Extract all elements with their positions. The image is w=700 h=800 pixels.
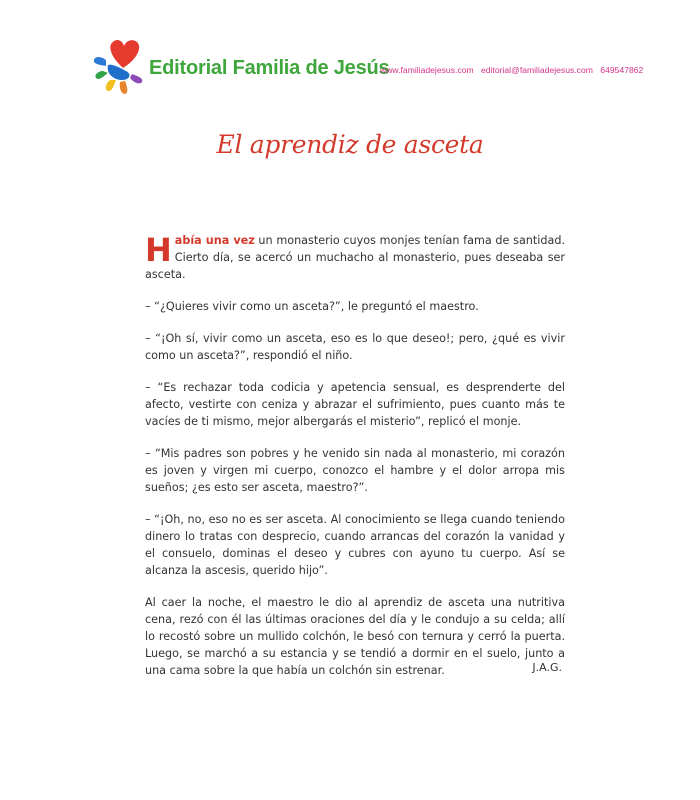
contact-info	[380, 65, 648, 75]
heart-hands-logo-icon	[92, 38, 148, 98]
story-paragraph: – “¿Quieres vivir como un asceta?”, le preguntó el maestro.	[145, 300, 479, 313]
lead-words: abía una vez	[174, 234, 255, 247]
story-title: El aprendiz de asceta	[216, 130, 484, 159]
story-paragraph: – “Mis padres son pobres y he venido sin nada al monasterio, mi corazón es joven y virgen mi cuerpo, conozco el hambre y el dolor arropa mis sueños; ¿es esto ser asceta, maestro?”.	[145, 447, 565, 494]
email-link[interactable]: editorial@familiadejesus.com	[481, 65, 593, 75]
story-paragraph: Al caer la noche, el maestro le dio al aprendiz de asceta una nutritiva cena, rezó con él las últimas oraciones del día y le condujo a su celda; allí lo recostó sobre un mullido colchón, le besó con ternura y cerró la puerta. Luego, se marchó a su estancia y se tendió a dormir en el suelo, junto a una cama sobre la que había un colchón sin estrenar.	[145, 596, 565, 677]
brand-name: Editorial Familia de Jesús	[149, 57, 390, 79]
phone-number: 649547862	[600, 65, 644, 75]
drop-cap: H	[145, 231, 172, 269]
story-paragraph: – “¡Oh, no, eso no es ser asceta. Al conocimiento se llega cuando teniendo dinero lo tratas con desprecio, cuando arrancas del corazón la vanidad y el consuelo, dominas el deseo y cubres con ayuno tu cuerpo. Así se alcanza la ascesis, querido hijo”.	[145, 513, 565, 577]
author-signature: J.A.G.	[532, 661, 562, 674]
story-paragraph: – “Es rechazar toda codicia y apetencia sensual, es desprenderte del afecto, vestirte con ceniza y abrazar el sufrimiento, pues cuanto más te vacíes de ti mismo, mejor albergarás el misterio”, replicó el monje.	[145, 381, 565, 428]
website-link[interactable]: www.familiadejesus.com	[380, 65, 474, 75]
story-paragraph: – “¡Oh sí, vivir como un asceta, eso es lo que deseo!; pero, ¿qué es vivir como un asceta?”, respondió el niño.	[145, 332, 565, 362]
story-paragraph: Había una vez un monasterio cuyos monjes tenían fama de santidad. Cierto día, se acercó un muchacho al monasterio, pues deseaba ser asceta.	[145, 231, 565, 281]
story-body	[145, 232, 565, 694]
page-header	[92, 38, 652, 98]
